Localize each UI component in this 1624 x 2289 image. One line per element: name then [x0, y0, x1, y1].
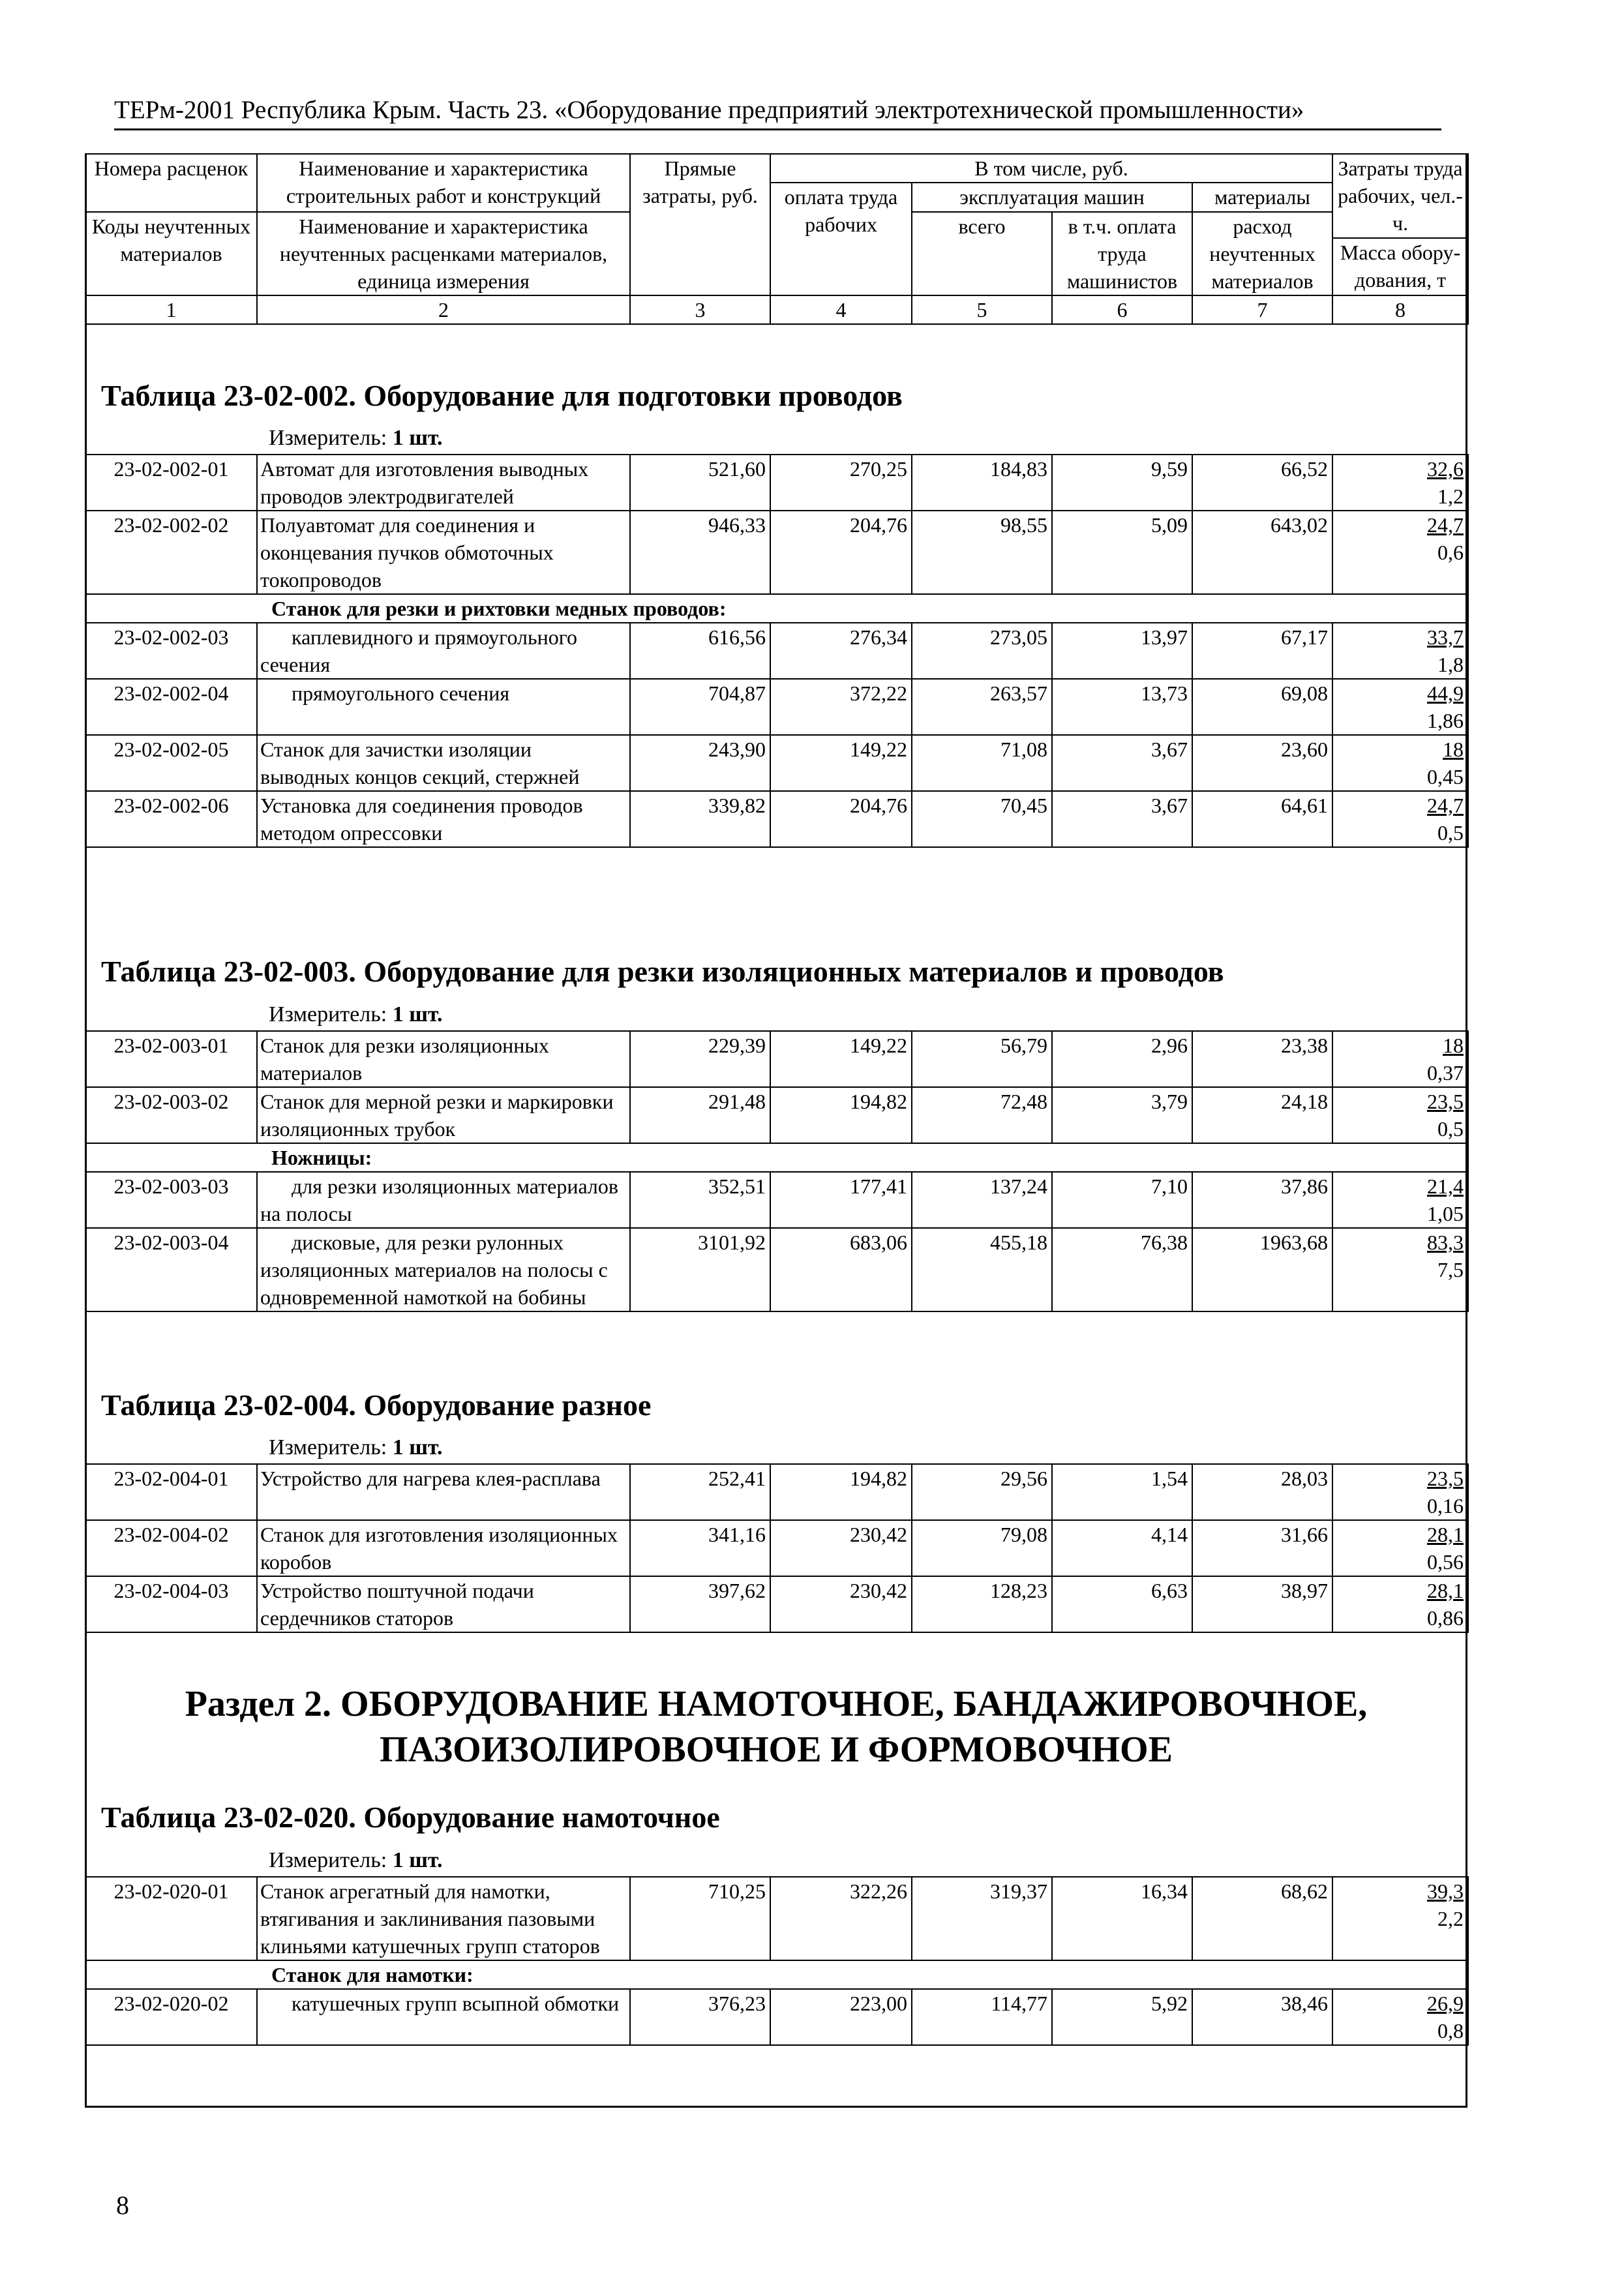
worker-pay: 230,42	[770, 1520, 912, 1576]
col-header-machines-total: всего	[912, 212, 1052, 295]
operator-pay: 3,79	[1052, 1087, 1192, 1143]
col-number: 1	[85, 295, 257, 324]
machines-total: 319,37	[912, 1877, 1052, 1960]
rate-code: 23-02-003-01	[85, 1031, 257, 1087]
machines-total: 137,24	[912, 1172, 1052, 1228]
machines-total: 98,55	[912, 511, 1052, 594]
worker-pay: 372,22	[770, 679, 912, 735]
col-header-including: В том числе, руб.	[770, 154, 1332, 183]
labor-and-mass	[1332, 511, 1468, 594]
worker-pay: 270,25	[770, 455, 912, 511]
direct-costs: 352,51	[630, 1172, 770, 1228]
labor-and-mass	[1332, 1576, 1468, 1632]
col-header-machines: эксплуатация машин	[912, 183, 1192, 212]
materials-cost: 23,60	[1192, 735, 1332, 791]
rate-code: 23-02-004-03	[85, 1576, 257, 1632]
rate-code: 23-02-003-02	[85, 1087, 257, 1143]
labor-hours: 24,7	[1427, 794, 1464, 817]
worker-pay: 204,76	[770, 511, 912, 594]
materials-cost: 66,52	[1192, 455, 1332, 511]
col-number: 3	[630, 295, 770, 324]
labor-and-mass	[1332, 1031, 1468, 1087]
work-name: Устройство поштучной подачи сердечников статоров	[257, 1576, 630, 1632]
table-title: Таблица 23-02-004. Оборудование разное	[101, 1388, 652, 1422]
equipment-mass: 0,86	[1427, 1606, 1464, 1630]
direct-costs: 339,82	[630, 791, 770, 847]
worker-pay: 194,82	[770, 1087, 912, 1143]
materials-cost: 23,38	[1192, 1031, 1332, 1087]
group-row	[85, 594, 1468, 623]
labor-and-mass	[1332, 735, 1468, 791]
col-header-material-codes: Коды неучтенных материалов	[85, 212, 257, 295]
rates-table	[85, 1030, 1469, 1312]
col-number: 6	[1052, 295, 1192, 324]
worker-pay: 177,41	[770, 1172, 912, 1228]
machines-total: 56,79	[912, 1031, 1052, 1087]
worker-pay: 322,26	[770, 1877, 912, 1960]
measure-line: Измеритель: 1 шт.	[269, 1848, 443, 1872]
labor-and-mass	[1332, 791, 1468, 847]
materials-cost: 28,03	[1192, 1464, 1332, 1520]
table-row	[85, 511, 1468, 594]
rate-code: 23-02-004-02	[85, 1520, 257, 1576]
materials-cost: 37,86	[1192, 1172, 1332, 1228]
machines-total: 71,08	[912, 735, 1052, 791]
table-row	[85, 1228, 1468, 1311]
group-label: Станок для намотки:	[85, 1960, 1468, 1989]
work-name: Автомат для изготовления выводных проводов электродвигателей	[257, 455, 630, 511]
col-header-materials: материалы	[1192, 183, 1332, 212]
equipment-mass: 7,5	[1437, 1258, 1464, 1281]
work-name: катушечных групп всыпной обмотки	[257, 1989, 630, 2045]
materials-cost: 24,18	[1192, 1087, 1332, 1143]
direct-costs: 710,25	[630, 1877, 770, 1960]
group-label: Ножницы:	[85, 1143, 1468, 1172]
table-row	[85, 1031, 1468, 1087]
labor-hours: 18	[1443, 738, 1464, 761]
work-name: Станок для мерной резки и маркировки изоляционных трубок	[257, 1087, 630, 1143]
rate-code: 23-02-002-05	[85, 735, 257, 791]
labor-hours: 28,1	[1427, 1523, 1464, 1546]
table-row	[85, 1087, 1468, 1143]
rate-code: 23-02-002-03	[85, 623, 257, 679]
table-row	[85, 455, 1468, 511]
col-number: 4	[770, 295, 912, 324]
direct-costs: 376,23	[630, 1989, 770, 2045]
table-row	[85, 1877, 1468, 1960]
labor-hours: 21,4	[1427, 1174, 1464, 1198]
rate-code: 23-02-002-02	[85, 511, 257, 594]
direct-costs: 252,41	[630, 1464, 770, 1520]
operator-pay: 3,67	[1052, 735, 1192, 791]
measure-line: Измеритель: 1 шт.	[269, 426, 443, 450]
operator-pay: 5,09	[1052, 511, 1192, 594]
equipment-mass: 0,56	[1427, 1550, 1464, 1574]
labor-hours: 44,9	[1427, 681, 1464, 705]
col-header-labor-hours: Затраты труда рабочих, чел.-ч.	[1332, 154, 1468, 238]
col-number: 5	[912, 295, 1052, 324]
labor-hours: 24,7	[1427, 513, 1464, 537]
col-header-material-name: Наименование и характеристика неучтенных расценками материалов, единица измерения	[257, 212, 630, 295]
table-row	[85, 1520, 1468, 1576]
machines-total: 455,18	[912, 1228, 1052, 1311]
labor-hours: 32,6	[1427, 457, 1464, 481]
rates-table	[85, 1876, 1469, 2046]
work-name: дисковые, для резки рулонных изоляционных материалов на полосы с одновременной намоткой на бобины	[257, 1228, 630, 1311]
labor-hours: 18	[1443, 1034, 1464, 1057]
labor-and-mass	[1332, 1172, 1468, 1228]
operator-pay: 9,59	[1052, 455, 1192, 511]
rate-code: 23-02-002-06	[85, 791, 257, 847]
labor-and-mass	[1332, 1087, 1468, 1143]
rate-code: 23-02-020-01	[85, 1877, 257, 1960]
equipment-mass: 0,45	[1427, 765, 1464, 788]
work-name: Станок для изготовления изоляционных коробов	[257, 1520, 630, 1576]
labor-and-mass	[1332, 1989, 1468, 2045]
rate-code: 23-02-003-04	[85, 1228, 257, 1311]
materials-cost: 643,02	[1192, 511, 1332, 594]
direct-costs: 521,60	[630, 455, 770, 511]
table-row	[85, 679, 1468, 735]
machines-total: 114,77	[912, 1989, 1052, 2045]
equipment-mass: 0,5	[1437, 821, 1464, 845]
operator-pay: 4,14	[1052, 1520, 1192, 1576]
table-title: Таблица 23-02-002. Оборудование для подготовки проводов	[101, 379, 903, 412]
operator-pay: 13,97	[1052, 623, 1192, 679]
worker-pay: 149,22	[770, 735, 912, 791]
measure-line: Измеритель: 1 шт.	[269, 1435, 443, 1459]
labor-and-mass	[1332, 1877, 1468, 1960]
col-header-material-usage: расход неучтенных материалов	[1192, 212, 1332, 295]
labor-and-mass	[1332, 679, 1468, 735]
worker-pay: 223,00	[770, 1989, 912, 2045]
labor-and-mass	[1332, 623, 1468, 679]
machines-total: 79,08	[912, 1520, 1052, 1576]
worker-pay: 683,06	[770, 1228, 912, 1311]
equipment-mass: 1,05	[1427, 1202, 1464, 1225]
table-row	[85, 1172, 1468, 1228]
col-number: 8	[1332, 295, 1468, 324]
equipment-mass: 1,8	[1437, 653, 1464, 676]
materials-cost: 1963,68	[1192, 1228, 1332, 1311]
equipment-mass: 0,8	[1437, 2019, 1464, 2042]
direct-costs: 946,33	[630, 511, 770, 594]
group-label: Станок для резки и рихтовки медных проводов:	[85, 594, 1468, 623]
direct-costs: 704,87	[630, 679, 770, 735]
machines-total: 72,48	[912, 1087, 1052, 1143]
work-name: прямоугольного сечения	[257, 679, 630, 735]
table-row	[85, 1576, 1468, 1632]
labor-and-mass	[1332, 1228, 1468, 1311]
running-header: ТЕРм-2001 Республика Крым. Часть 23. «Оборудование предприятий электротехнической промышленности»	[114, 95, 1441, 130]
group-row	[85, 1960, 1468, 1989]
direct-costs: 3101,92	[630, 1228, 770, 1311]
table-row	[85, 1464, 1468, 1520]
worker-pay: 276,34	[770, 623, 912, 679]
rate-code: 23-02-003-03	[85, 1172, 257, 1228]
materials-cost: 38,97	[1192, 1576, 1332, 1632]
rates-table	[85, 454, 1469, 848]
page-number: 8	[116, 2191, 129, 2220]
equipment-mass: 2,2	[1437, 1907, 1464, 1930]
section-title: Раздел 2. ОБОРУДОВАНИЕ НАМОТОЧНОЕ, БАНДАЖИРОВОЧНОЕ, ПАЗОИЗОЛИРОВОЧНОЕ И ФОРМОВОЧНОЕ	[185, 1684, 1368, 1770]
materials-cost: 38,46	[1192, 1989, 1332, 2045]
operator-pay: 16,34	[1052, 1877, 1192, 1960]
work-name: Установка для соединения проводов методом опрессовки	[257, 791, 630, 847]
rate-code: 23-02-002-01	[85, 455, 257, 511]
operator-pay: 13,73	[1052, 679, 1192, 735]
table-row	[85, 791, 1468, 847]
col-header-equipment-mass: Масса обору-дования, т	[1332, 238, 1468, 295]
rate-code: 23-02-002-04	[85, 679, 257, 735]
labor-hours: 23,5	[1427, 1090, 1464, 1113]
direct-costs: 291,48	[630, 1087, 770, 1143]
labor-hours: 23,5	[1427, 1467, 1464, 1490]
equipment-mass: 0,5	[1437, 1117, 1464, 1141]
equipment-mass: 0,37	[1427, 1061, 1464, 1085]
materials-cost: 64,61	[1192, 791, 1332, 847]
direct-costs: 229,39	[630, 1031, 770, 1087]
machines-total: 29,56	[912, 1464, 1052, 1520]
table-row	[85, 735, 1468, 791]
col-header-direct-costs: Прямые затраты, руб.	[630, 154, 770, 295]
labor-hours: 39,3	[1427, 1879, 1464, 1903]
work-name: Станок для резки изоляционных материалов	[257, 1031, 630, 1087]
work-name: для резки изоляционных материалов на полосы	[257, 1172, 630, 1228]
direct-costs: 397,62	[630, 1576, 770, 1632]
work-name: Станок агрегатный для намотки, втягивания и заклинивания пазовыми клиньями катушечных групп статоров	[257, 1877, 630, 1960]
labor-and-mass	[1332, 1464, 1468, 1520]
materials-cost: 31,66	[1192, 1520, 1332, 1576]
operator-pay: 6,63	[1052, 1576, 1192, 1632]
operator-pay: 1,54	[1052, 1464, 1192, 1520]
group-row	[85, 1143, 1468, 1172]
materials-cost: 67,17	[1192, 623, 1332, 679]
col-header-worker-pay: оплата труда рабочих	[770, 183, 912, 295]
operator-pay: 2,96	[1052, 1031, 1192, 1087]
operator-pay: 76,38	[1052, 1228, 1192, 1311]
operator-pay: 3,67	[1052, 791, 1192, 847]
col-header-rate-numbers: Номера расценок	[85, 154, 257, 212]
materials-cost: 68,62	[1192, 1877, 1332, 1960]
equipment-mass: 0,16	[1427, 1494, 1464, 1518]
equipment-mass: 1,2	[1437, 485, 1464, 508]
direct-costs: 341,16	[630, 1520, 770, 1576]
rate-code: 23-02-004-01	[85, 1464, 257, 1520]
materials-cost: 69,08	[1192, 679, 1332, 735]
labor-hours: 28,1	[1427, 1579, 1464, 1602]
col-number: 2	[257, 295, 630, 324]
worker-pay: 194,82	[770, 1464, 912, 1520]
equipment-mass: 1,86	[1427, 709, 1464, 732]
labor-hours: 83,3	[1427, 1231, 1464, 1254]
table-title: Таблица 23-02-020. Оборудование намоточное	[101, 1801, 720, 1834]
operator-pay: 7,10	[1052, 1172, 1192, 1228]
operator-pay: 5,92	[1052, 1989, 1192, 2045]
labor-hours: 26,9	[1427, 1992, 1464, 2015]
equipment-mass: 0,6	[1437, 541, 1464, 564]
worker-pay: 149,22	[770, 1031, 912, 1087]
measure-line: Измеритель: 1 шт.	[269, 1002, 443, 1026]
labor-hours: 33,7	[1427, 625, 1464, 649]
machines-total: 184,83	[912, 455, 1052, 511]
direct-costs: 616,56	[630, 623, 770, 679]
table-title: Таблица 23-02-003. Оборудование для резки изоляционных материалов и проводов	[101, 955, 1224, 988]
labor-and-mass	[1332, 1520, 1468, 1576]
table-row	[85, 623, 1468, 679]
worker-pay: 204,76	[770, 791, 912, 847]
machines-total: 273,05	[912, 623, 1052, 679]
col-header-work-name: Наименование и характеристика строительных работ и конструкций	[257, 154, 630, 212]
direct-costs: 243,90	[630, 735, 770, 791]
labor-and-mass	[1332, 455, 1468, 511]
rate-code: 23-02-020-02	[85, 1989, 257, 2045]
machines-total: 263,57	[912, 679, 1052, 735]
rates-table	[85, 1463, 1469, 1633]
work-name: Устройство для нагрева клея-расплава	[257, 1464, 630, 1520]
work-name: Станок для зачистки изоляции выводных концов секций, стержней	[257, 735, 630, 791]
table-row	[85, 1989, 1468, 2045]
col-header-operator-pay: в т.ч. оплата труда машинистов	[1052, 212, 1192, 295]
work-name: каплевидного и прямоугольного сечения	[257, 623, 630, 679]
machines-total: 128,23	[912, 1576, 1052, 1632]
worker-pay: 230,42	[770, 1576, 912, 1632]
work-name: Полуавтомат для соединения и оконцевания пучков обмоточных токопроводов	[257, 511, 630, 594]
col-number: 7	[1192, 295, 1332, 324]
machines-total: 70,45	[912, 791, 1052, 847]
